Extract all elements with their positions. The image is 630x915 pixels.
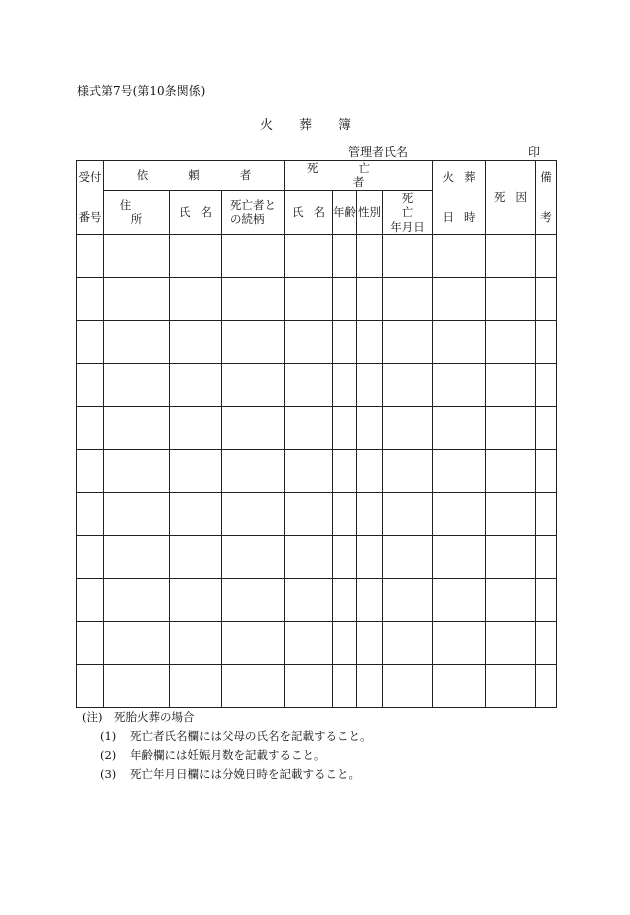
requester-relation-label: 死亡者との続柄 (230, 197, 276, 227)
register-row (77, 492, 557, 535)
register-cell[interactable] (383, 406, 433, 449)
register-cell[interactable] (433, 363, 486, 406)
note-item (82, 746, 372, 765)
register-cell[interactable] (536, 277, 557, 320)
requester-address-header (104, 190, 170, 234)
register-cell[interactable] (333, 535, 357, 578)
register-cell[interactable] (285, 492, 333, 535)
register-cell[interactable] (486, 578, 536, 621)
register-cell[interactable] (383, 320, 433, 363)
cremation-header-bottom: 日時 (442, 210, 486, 225)
register-cell[interactable] (357, 535, 383, 578)
register-cell[interactable] (536, 664, 557, 707)
register-cell[interactable] (357, 578, 383, 621)
register-cell[interactable] (104, 621, 170, 664)
register-row (77, 449, 557, 492)
register-cell[interactable] (285, 320, 333, 363)
register-cell[interactable] (383, 234, 433, 277)
register-cell[interactable] (357, 406, 383, 449)
register-cell[interactable] (170, 320, 222, 363)
register-cell[interactable] (222, 406, 285, 449)
register-row (77, 320, 557, 363)
register-cell[interactable] (170, 277, 222, 320)
register-cell[interactable] (104, 363, 170, 406)
register-cell[interactable] (433, 535, 486, 578)
requester-relation-header (222, 190, 285, 234)
deceased-age-header (333, 190, 357, 234)
register-cell[interactable] (333, 277, 357, 320)
note-text: 死亡年月日欄には分娩日時を記載すること。 (130, 767, 360, 781)
register-cell[interactable] (486, 621, 536, 664)
register-row (77, 621, 557, 664)
register-cell[interactable] (383, 578, 433, 621)
register-body (77, 234, 557, 707)
manager-name-label: 管理者氏名 (348, 145, 409, 159)
register-cell[interactable] (285, 234, 333, 277)
register-cell[interactable] (170, 621, 222, 664)
register-cell[interactable] (222, 492, 285, 535)
register-cell[interactable] (383, 664, 433, 707)
register-cell[interactable] (433, 664, 486, 707)
register-cell[interactable] (333, 621, 357, 664)
register-cell[interactable] (433, 277, 486, 320)
register-cell[interactable] (333, 363, 357, 406)
register-cell[interactable] (333, 664, 357, 707)
register-cell[interactable] (104, 664, 170, 707)
deceased-name-header (285, 190, 333, 234)
register-cell[interactable] (383, 363, 433, 406)
deceased-date-bottom: 年月日 (390, 219, 425, 234)
note-number: (2) (100, 748, 117, 762)
notes-heading: (注) 死胎火葬の場合 (82, 710, 195, 724)
register-cell[interactable] (433, 621, 486, 664)
register-cell[interactable] (333, 406, 357, 449)
register-cell[interactable] (77, 234, 104, 277)
register-cell[interactable] (77, 578, 104, 621)
register-cell[interactable] (536, 363, 557, 406)
register-cell[interactable] (486, 492, 536, 535)
requester-name-label: 氏名 (179, 205, 222, 220)
register-cell[interactable] (77, 320, 104, 363)
seal-label: 印 (528, 145, 541, 159)
register-cell[interactable] (357, 621, 383, 664)
note-text: 年齢欄には妊娠月数を記載すること。 (130, 748, 326, 762)
deceased-date-top: 死亡 (401, 190, 424, 220)
register-cell[interactable] (333, 234, 357, 277)
note-number: (3) (100, 767, 117, 781)
register-cell[interactable] (285, 363, 333, 406)
register-cell[interactable] (285, 406, 333, 449)
register-cell[interactable] (486, 277, 536, 320)
register-cell[interactable] (383, 492, 433, 535)
register-cell[interactable] (222, 277, 285, 320)
register-row (77, 277, 557, 320)
register-cell[interactable] (222, 449, 285, 492)
register-cell[interactable] (222, 578, 285, 621)
register-cell[interactable] (222, 621, 285, 664)
register-cell[interactable] (222, 234, 285, 277)
register-cell[interactable] (77, 363, 104, 406)
register-cell[interactable] (104, 578, 170, 621)
remarks-header-bottom: 考 (540, 210, 552, 225)
requester-group-label: 依頼者 (136, 168, 292, 183)
register-cell[interactable] (486, 535, 536, 578)
deceased-date-header (383, 190, 433, 234)
register-row (77, 578, 557, 621)
receipt-header-top: 受付 (78, 170, 102, 185)
register-cell[interactable] (104, 535, 170, 578)
deceased-group-label: 死亡者 (307, 161, 410, 190)
register-cell[interactable] (383, 449, 433, 492)
register-cell[interactable] (357, 492, 383, 535)
document-title: 火葬簿 (260, 118, 378, 133)
register-cell[interactable] (170, 664, 222, 707)
register-cell[interactable] (285, 578, 333, 621)
register-cell[interactable] (536, 234, 557, 277)
receipt-header-bottom: 番号 (78, 210, 102, 225)
register-cell[interactable] (433, 578, 486, 621)
register-cell[interactable] (333, 320, 357, 363)
register-cell[interactable] (357, 277, 383, 320)
register-cell[interactable] (333, 492, 357, 535)
register-cell[interactable] (486, 406, 536, 449)
register-cell[interactable] (104, 406, 170, 449)
register-cell[interactable] (536, 578, 557, 621)
register-cell[interactable] (536, 621, 557, 664)
form-code: 様式第7号(第10条関係) (77, 84, 206, 98)
register-cell[interactable] (357, 363, 383, 406)
remarks-header-top: 備 (540, 170, 552, 185)
register-cell[interactable] (433, 320, 486, 363)
register-cell[interactable] (170, 234, 222, 277)
register-cell[interactable] (486, 234, 536, 277)
requester-group-header (104, 161, 292, 191)
register-row (77, 664, 557, 707)
register-cell[interactable] (170, 363, 222, 406)
register-cell[interactable] (222, 535, 285, 578)
register-row (77, 406, 557, 449)
register-cell[interactable] (357, 320, 383, 363)
register-cell[interactable] (357, 449, 383, 492)
note-item (82, 765, 372, 784)
deceased-group-header (285, 161, 433, 191)
register-cell[interactable] (357, 234, 383, 277)
register-cell[interactable] (285, 664, 333, 707)
deceased-sex-label: 性別 (358, 205, 381, 220)
register-cell[interactable] (433, 406, 486, 449)
register-cell[interactable] (486, 363, 536, 406)
register-cell[interactable] (433, 449, 486, 492)
register-cell[interactable] (383, 277, 433, 320)
register-cell[interactable] (104, 492, 170, 535)
register-row (77, 535, 557, 578)
register-cell[interactable] (536, 449, 557, 492)
register-cell[interactable] (433, 234, 486, 277)
register-cell[interactable] (170, 449, 222, 492)
register-cell[interactable] (104, 320, 170, 363)
note-item (82, 727, 372, 746)
register-cell[interactable] (77, 277, 104, 320)
register-cell[interactable] (536, 406, 557, 449)
cause-label: 死因 (494, 190, 537, 205)
register-cell[interactable] (285, 621, 333, 664)
register-cell[interactable] (170, 492, 222, 535)
remarks-header (536, 161, 557, 235)
register-cell[interactable] (285, 277, 333, 320)
register-row (77, 234, 557, 277)
register-cell[interactable] (333, 578, 357, 621)
register-cell[interactable] (536, 535, 557, 578)
note-number: (1) (100, 729, 117, 743)
register-cell[interactable] (77, 664, 104, 707)
register-row (77, 363, 557, 406)
receipt-number-header (77, 161, 104, 235)
register-cell[interactable] (433, 492, 486, 535)
cremation-register-table (76, 160, 557, 708)
cremation-header-top: 火葬 (442, 170, 486, 185)
register-cell[interactable] (104, 277, 170, 320)
register-cell[interactable] (486, 449, 536, 492)
register-cell[interactable] (170, 578, 222, 621)
register-cell[interactable] (357, 664, 383, 707)
register-cell[interactable] (285, 449, 333, 492)
register-cell[interactable] (222, 664, 285, 707)
register-cell[interactable] (383, 621, 433, 664)
register-cell[interactable] (536, 492, 557, 535)
notes-section (82, 708, 372, 784)
register-cell[interactable] (486, 320, 536, 363)
deceased-sex-header (357, 190, 383, 234)
requester-name-header (170, 190, 222, 234)
register-cell[interactable] (333, 449, 357, 492)
register-cell[interactable] (77, 492, 104, 535)
register-cell[interactable] (285, 535, 333, 578)
register-cell[interactable] (222, 363, 285, 406)
register-cell[interactable] (383, 535, 433, 578)
deceased-age-label: 年齢 (333, 205, 356, 220)
register-cell[interactable] (77, 621, 104, 664)
register-cell[interactable] (222, 320, 285, 363)
register-cell[interactable] (77, 449, 104, 492)
register-cell[interactable] (170, 406, 222, 449)
deceased-name-label: 氏名 (292, 205, 335, 220)
register-cell[interactable] (77, 535, 104, 578)
note-text: 死亡者氏名欄には父母の氏名を記載すること。 (130, 729, 372, 743)
register-cell[interactable] (536, 320, 557, 363)
requester-address-label: 住所 (119, 197, 165, 227)
register-cell[interactable] (77, 406, 104, 449)
register-cell[interactable] (104, 234, 170, 277)
register-cell[interactable] (104, 449, 170, 492)
cremation-datetime-header (433, 161, 486, 235)
register-cell[interactable] (170, 535, 222, 578)
register-cell[interactable] (486, 664, 536, 707)
